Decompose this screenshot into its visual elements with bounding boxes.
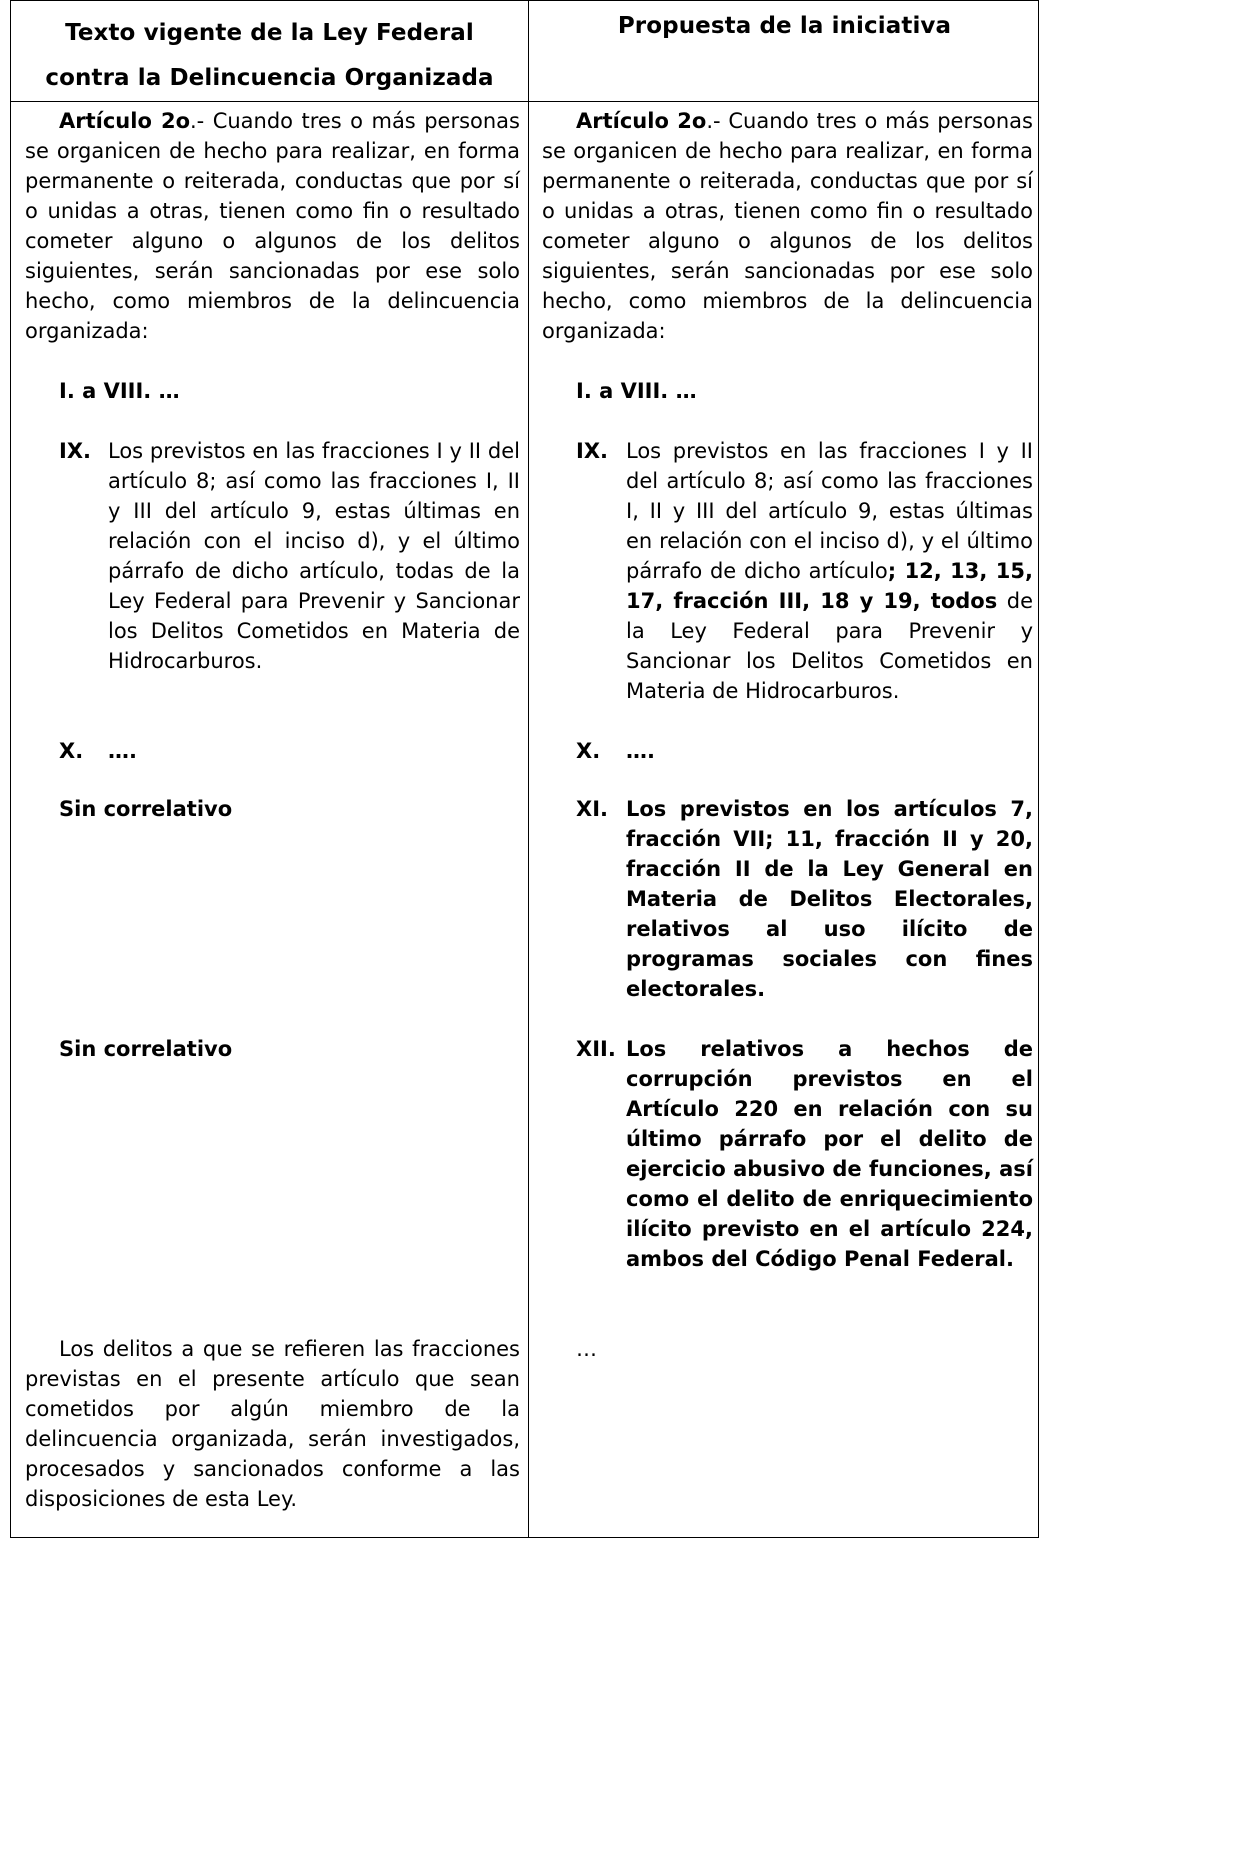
fraction-ix [59,436,520,676]
comparison-table [10,0,1039,1538]
article-label-proposal: Artículo 2o [576,109,707,133]
header-divider [11,101,1038,102]
fraction-x-text-proposal: …. [626,739,655,763]
fraction-ix-number: IX. [59,439,91,463]
proposal-cell [542,106,1033,1364]
header-current-text [11,11,528,101]
fraction-ix-text-proposal [626,436,1033,706]
fraction-x-text: …. [108,739,137,763]
fraction-xii-number: XII. [576,1037,616,1061]
fraction-ix-text-b: de la Ley Federal para Prevenir y Sancionar los Delitos Cometidos en Materia de Hidrocarburos. [626,589,1033,703]
current-text-cell [25,106,520,1514]
article-text: .- Cuando tres o más personas se organicen de hecho para realizar, en forma permanente o reiterada, conductas que por sí o unidas a otras, tienen como fin o resultado cometer alguno o algunos de los delitos siguientes, serán sancionadas por ese solo hecho, como miembros de la delincuencia organizada: [25,109,520,343]
fraction-x-proposal [576,736,1033,766]
fraction-x-number: X. [59,739,84,763]
final-ellipsis: … [576,1337,597,1361]
article-2-paragraph [25,106,520,346]
header-current-line-2: contra la Delincuencia Organizada [45,65,494,91]
article-text-proposal: .- Cuando tres o más personas se organicen de hecho para realizar, en forma permanente o reiterada, conductas que por sí o unidas a otras, tienen como fin o resultado cometer alguno o algunos de los delitos siguientes, serán sancionadas por ese solo hecho, como miembros de la delincuencia organizada: [542,109,1033,343]
fraction-x [59,736,520,766]
article-2-paragraph-proposal [542,106,1033,346]
fraction-xi-number: XI. [576,797,608,821]
column-divider [528,1,529,1537]
fraction-xi-text: Los previstos en los artículos 7, fracción VII; 11, fracción II y 20, fracción II de la Ley General en Materia de Delitos Electorales, relativos al uso ilícito de programas sociales con fines electorales. [626,797,1033,1001]
header-current-line-1: Texto vigente de la Ley Federal [65,20,474,46]
sin-correlativo-xi: Sin correlativo [59,797,233,821]
fraction-xii-proposal [576,1034,1033,1274]
fractions-i-viii-proposal: I. a VIII. … [576,379,697,403]
article-label: Artículo 2o [59,109,190,133]
header-proposal-title: Propuesta de la iniciativa [617,13,952,39]
fractions-i-viii: I. a VIII. … [59,379,180,403]
fraction-ix-proposal [576,436,1033,706]
fraction-xii-text: Los relativos a hechos de corrupción previstos en el Artículo 220 en relación con su último párrafo por el delito de ejercicio abusivo de funciones, así como el delito de enriquecimiento ilícito previsto en el artículo 224, ambos del Código Penal Federal. [626,1037,1033,1271]
fraction-ix-text-a: Los previstos en las fracciones I y II del artículo 8; así como las fracciones I, II y III del artículo 9, estas últimas en relación con el inciso d), y el último párrafo de dicho artículo [626,439,1033,583]
fraction-ix-text: Los previstos en las fracciones I y II del artículo 8; así como las fracciones I, II y III del artículo 9, estas últimas en relación con el inciso d), y el último párrafo de dicho artículo, todas de la Ley Federal para Prevenir y Sancionar los Delitos Cometidos en Materia de Hidrocarburos. [108,439,520,673]
fraction-ix-number-proposal: IX. [576,439,608,463]
fraction-x-number-proposal: X. [576,739,601,763]
header-proposal [529,11,1040,41]
sin-correlativo-xii: Sin correlativo [59,1037,233,1061]
fraction-ix-text-bold: ; 12, 13, 15, 17, fracción III, 18 y 19, todos [626,559,1033,613]
fraction-xi-proposal [576,794,1033,1004]
final-paragraph: Los delitos a que se refieren las fracciones previstas en el presente artículo que sean cometidos por algún miembro de la delincuencia organizada, serán investigados, procesados y sancionados conforme a las disposiciones de esta Ley. [25,1337,520,1511]
